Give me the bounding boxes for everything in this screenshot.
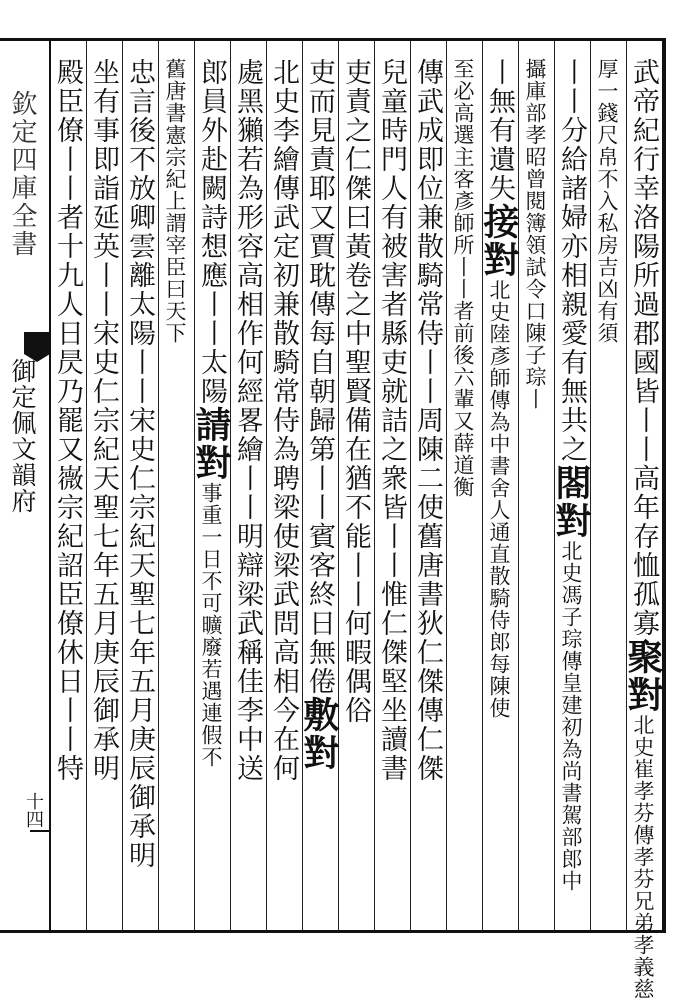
entry-heading: 接對 (478, 203, 520, 279)
text-column (89, 58, 121, 924)
body-text: 吏而見責耶又賈耽傳每自朝歸第丨丨賓客終日無倦 (304, 58, 335, 696)
body-text: 殿臣僚丨丨者十九人日昃乃罷又嶶宗紀詔臣僚休日丨丨特 (52, 58, 83, 783)
text-column (413, 58, 445, 924)
annotation-text: 北史崔孝芬傳孝芬兄弟孝義慈 (631, 714, 655, 1000)
text-column (341, 58, 373, 924)
entry-heading: 敷對 (298, 696, 340, 772)
text-column (593, 58, 625, 924)
fishtail-mark (24, 332, 50, 354)
annotation-text: 舊唐書憲宗紀上謂宰臣曰天下 (163, 58, 187, 344)
body-text: 忠言後不放卿雲離太陽丨丨宋史仁宗紀天聖七年五月庚辰御承明 (124, 58, 155, 870)
margin-stub (30, 830, 50, 832)
text-column (125, 58, 157, 924)
text-column (269, 58, 301, 924)
body-text: 處黑獺若為形容高相作何經畧繪丨丨明辯梁武稱佳李中送 (232, 58, 263, 783)
text-column (521, 58, 553, 924)
annotation-text: 北史馮子琮傳皇建初為尚書駕部郎中 (559, 540, 583, 892)
text-column (233, 58, 265, 924)
text-column (622, 58, 664, 1000)
annotation-text: 攝庫部孝昭曾閱簿領試令口陳子琮丨 (523, 58, 547, 410)
body-text: 武帝紀行幸洛陽所過郡國皆丨丨高年存恤孤寡 (628, 58, 659, 638)
frame-right-border (662, 38, 666, 933)
entry-heading: 聚對 (622, 638, 664, 714)
text-column (449, 58, 481, 924)
book-title: 欽定四庫全書 (7, 90, 37, 258)
page-number: 十四 (23, 792, 44, 828)
annotation-text: 厚一錢尺帛不入私房吉凶有須 (595, 58, 619, 344)
entry-heading: 請對 (190, 406, 232, 482)
body-text: 郎員外赴闕詩想應丨丨太陽 (196, 58, 227, 406)
body-text: 北史李繪傳武定初兼散騎常侍為聘梁使梁武問高相今在何 (268, 58, 299, 783)
text-column (550, 58, 592, 924)
page-margin (0, 40, 50, 930)
entry-heading: 閤對 (550, 464, 592, 540)
text-column (298, 58, 340, 924)
text-column (478, 58, 520, 924)
text-column (161, 58, 193, 924)
body-text: 兒童時門人有被害者縣吏就詰之衆皆丨丨惟仁傑堅坐讀書 (376, 58, 407, 783)
annotation-text: 事重一日不可曠廢若遇連假不 (199, 482, 223, 768)
frame-bottom-border (0, 930, 665, 933)
text-column (190, 58, 232, 924)
body-text: 丨丨分給諸婦亦相親愛有無共之 (556, 58, 587, 464)
body-text: 傳武成即位兼散騎常侍丨丨周陳二使舊唐書狄仁傑傳仁傑 (412, 58, 443, 783)
frame-top-border (0, 38, 665, 41)
body-text: 丨無有遺失 (484, 58, 515, 203)
text-column (377, 58, 409, 924)
body-text: 坐有事即詣延英丨丨宋史仁宗紀天聖七年五月庚辰御承明 (88, 58, 119, 783)
text-column (53, 58, 85, 924)
volume-title: 御定佩文韻府 (8, 358, 37, 514)
annotation-text: 北史陸彥師傳為中書舍人通直散騎侍郎每陳使 (487, 279, 511, 719)
annotation-text: 至必高選主客彥師所丨丨者前後六輩又薛道衡 (451, 58, 475, 498)
body-text: 吏責之仁傑曰黃卷之中聖賢備在猶不能丨丨何暇偶俗 (340, 58, 371, 725)
